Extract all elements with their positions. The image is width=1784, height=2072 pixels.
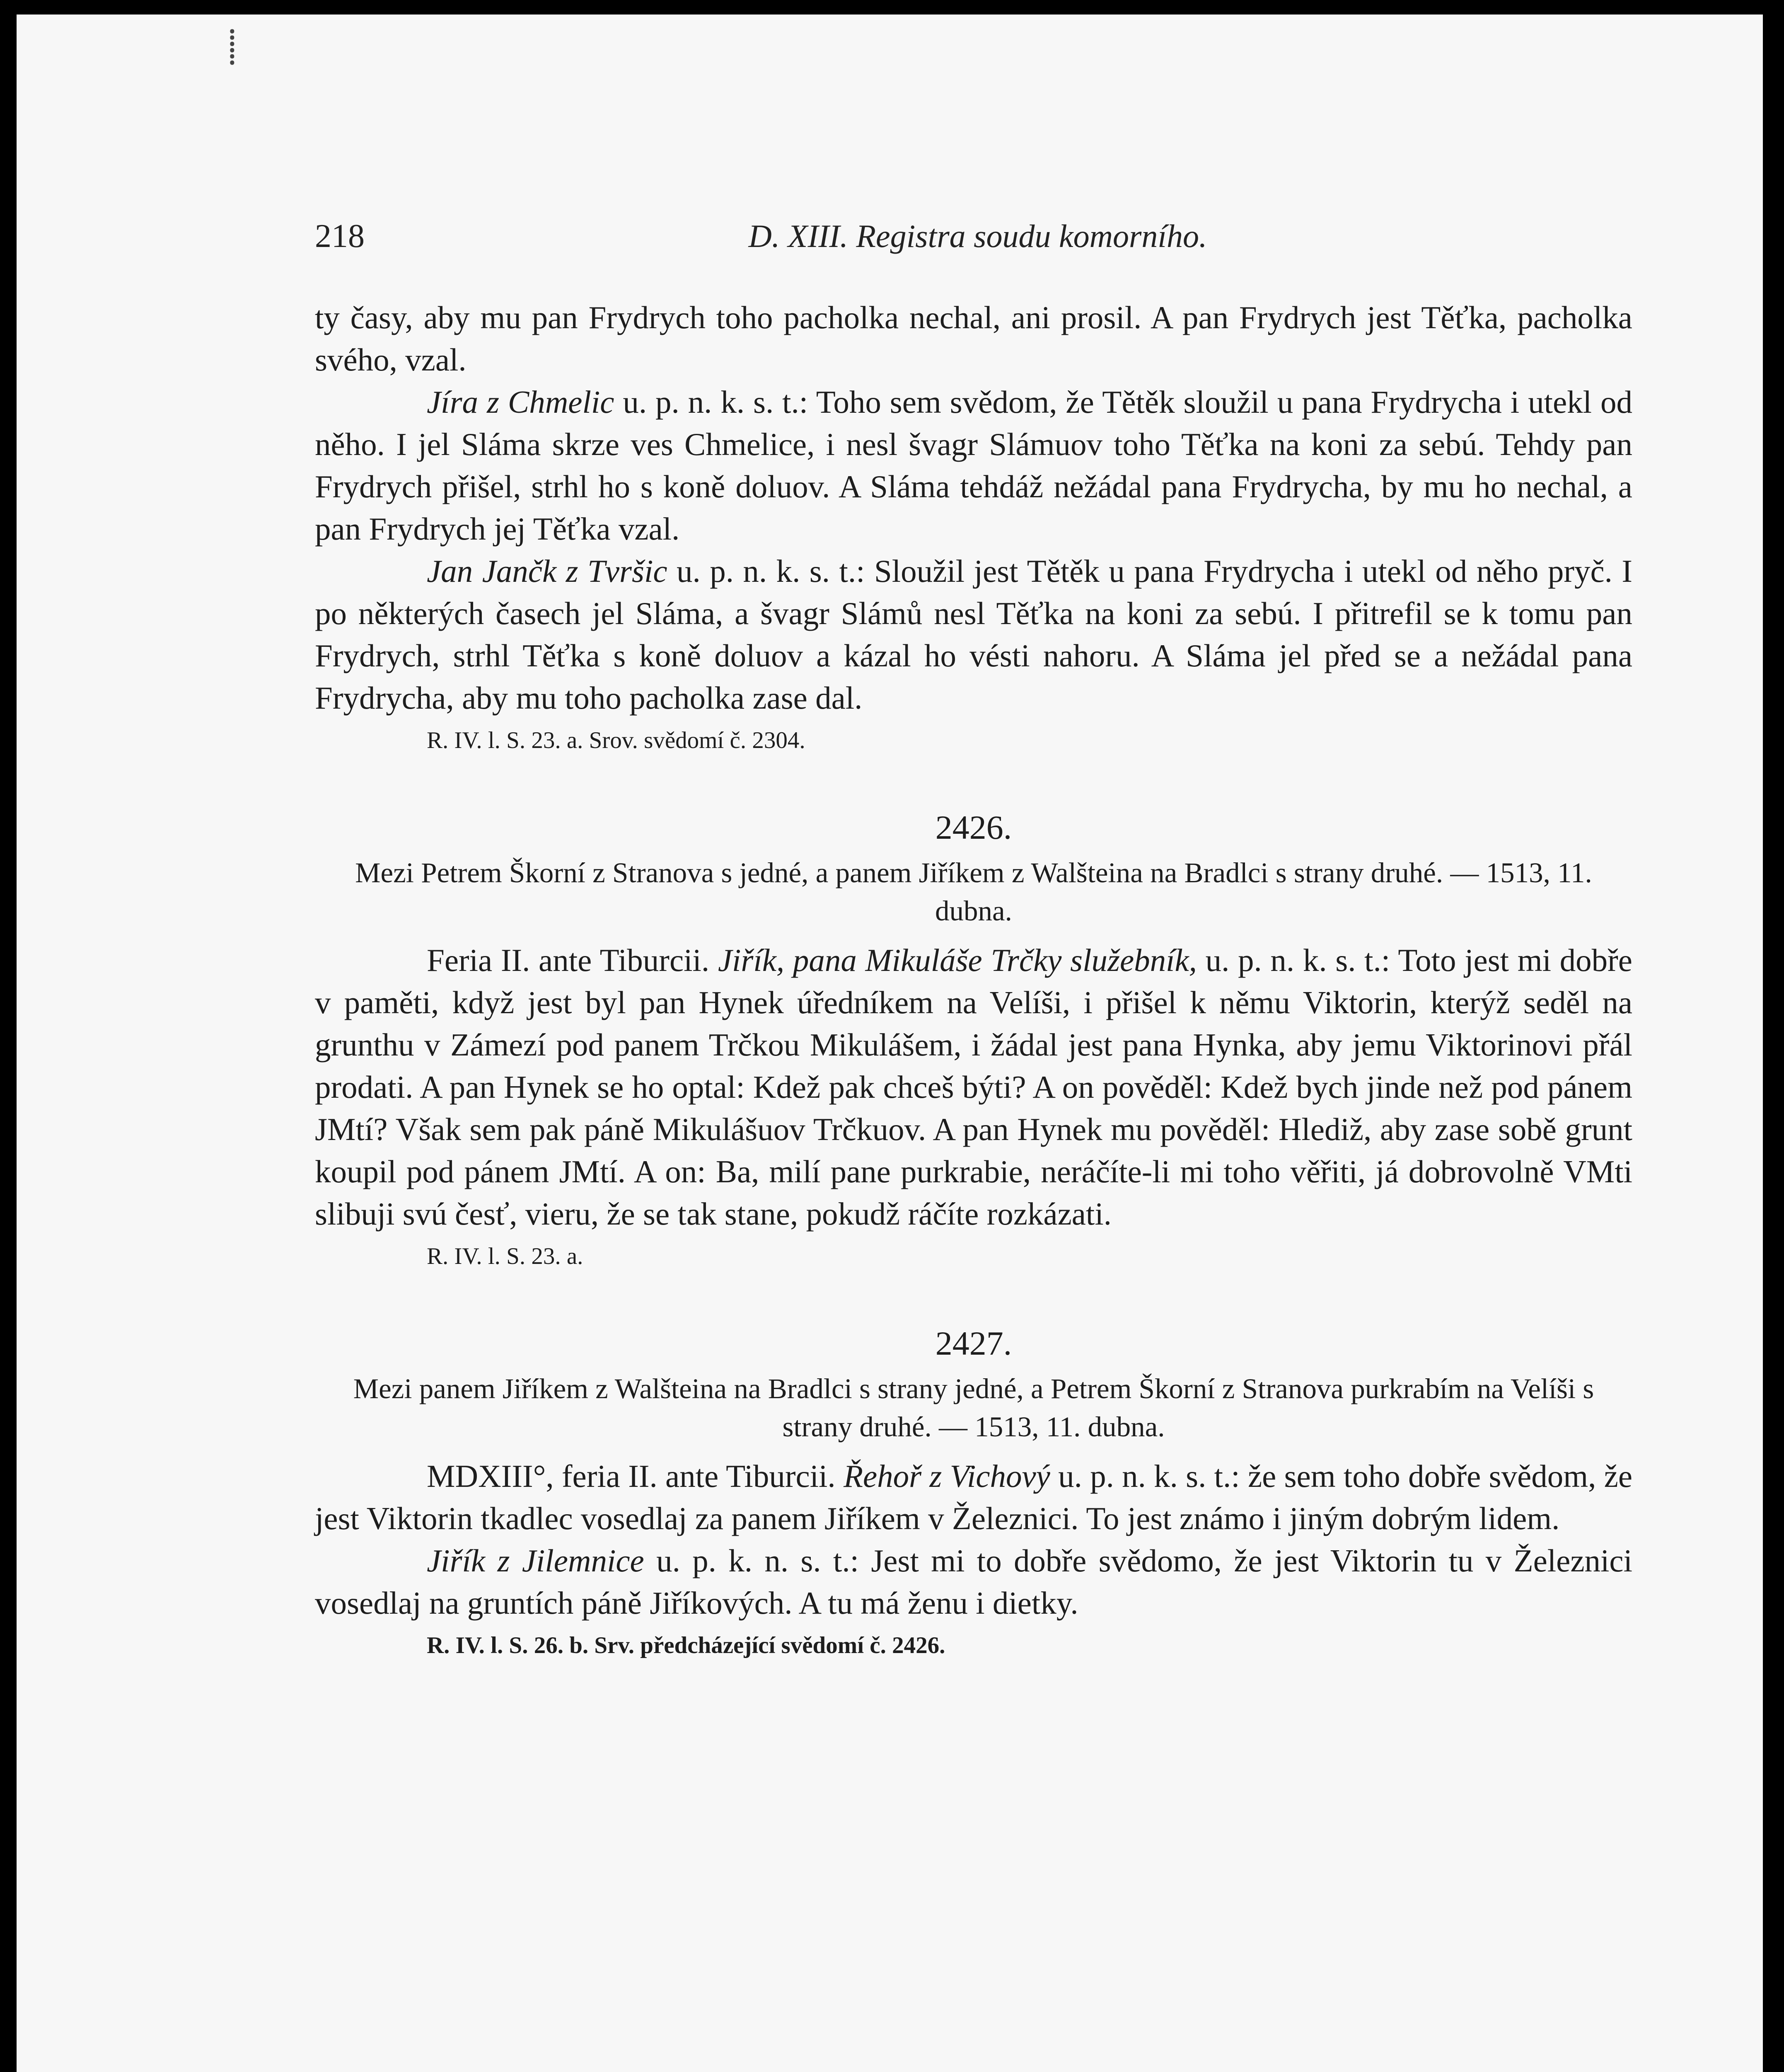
- book-page: [17, 15, 1763, 2072]
- witness-name: Jan Jančk z Tvršic: [427, 553, 667, 589]
- entry-summary-2426: Mezi Petrem Škorní z Stranova s jedné, a panem Jiříkem z Walšteina na Bradlci s strany druhé. — 1513, 11. dubna.: [355, 857, 1592, 927]
- entry-2427-paragraph-2: [315, 1539, 1632, 1624]
- witness-testimony: u. p. k. n. s. t.: Jest mi to dobře svědomo, že jest Viktorin tu v Železnici vosedlaj na gruntích páně Jiříkových. A tu má ženu i dietky.: [315, 1543, 1632, 1621]
- page-header: [315, 218, 1641, 267]
- witness-name: Jiřík z Jilemnice: [427, 1543, 644, 1578]
- page-number: 218: [315, 218, 365, 254]
- witness-name: Jiřík, pana Mikuláše Trčky služebník,: [718, 942, 1197, 978]
- source-reference: R. IV. l. S. 23. a.: [427, 1243, 583, 1269]
- entry-2427-paragraph-1: [315, 1455, 1632, 1539]
- entry-number-2426: 2426.: [935, 808, 1012, 846]
- witness-testimony: u. p. n. k. s. t.: Toto jest mi dobře v paměti, když jest byl pan Hynek úředníkem na Velíši, i přišel k němu Viktorin, kterýž seděl na grunthu v Zámezí pod panem Trčkou Mikulášem, i žádal jest pana Hynka, aby jemu Viktorinovi přál prodati. A pan Hynek se ho optal: Kdež pak chceš býti? A on pověděl: Kdež bych jinde než pod pánem JMtí? Však sem pak páně Mikulášuov Trčkuov. A pan Hynek mu pověděl: Hlediž, aby zase sobě grunt koupil pod pánem JMtí. A on: Ba, milí pane purkrabie, neráčíte-li mi toho věřiti, já dobrovolně VMti slibuji svú česť, vieru, že se tak stane, pokudž ráčíte rozkázati.: [315, 942, 1632, 1232]
- entry-number-2427: 2427.: [935, 1324, 1012, 1362]
- continuation-paragraph-3: [315, 550, 1632, 719]
- source-reference: R. IV. l. S. 23. a. Srov. svědomí č. 2304.: [427, 727, 805, 753]
- witness-name: Jíra z Chmelic: [427, 384, 614, 420]
- entry-2426-paragraph: [315, 939, 1632, 1235]
- continuation-paragraph-1: ty časy, aby mu pan Frydrych toho pacholka nechal, ani prosil. A pan Frydrych jest Těťka, pacholka svého, vzal.: [315, 300, 1632, 378]
- witness-testimony: u. p. n. k. s. t.: Sloužil jest Tětěk u pana Frydrycha i utekl od něho pryč. I po některých časech jel Sláma, a švagr Slámů nesl Těťka na koni za sebú. I přitrefil se k tomu pan Frydrych, strhl Těťka s koně doluov a kázal ho vésti nahoru. A Sláma jel před se a nežádal pana Frydrycha, aby mu toho pacholka zase dal.: [315, 553, 1632, 716]
- witness-name: Řehoř z Vichový: [843, 1458, 1050, 1494]
- date-lead: Feria II. ante Tiburcii.: [427, 942, 718, 978]
- witness-testimony: u. p. n. k. s. t.: že sem toho dobře svědom, že jest Viktorin tkadlec vosedlaj za panem Jiříkem v Železnici. To jest známo i jiným dobrým lidem.: [315, 1458, 1632, 1536]
- entry-summary-2427: Mezi panem Jiříkem z Walšteina na Bradlci s strany jedné, a Petrem Škorní z Stranova purkrabím na Velíši s strany druhé. — 1513, 11. dubna.: [353, 1373, 1594, 1443]
- running-title: D. XIII. Registra soudu komorního.: [748, 218, 1207, 254]
- page-body: [315, 296, 1632, 1662]
- witness-testimony: u. p. n. k. s. t.: Toho sem svědom, že Tětěk sloužil u pana Frydrycha i utekl od něho. I jel Sláma skrze ves Chmelice, i nesl švagr Slámuov toho Těťka na koni za sebú. Tehdy pan Frydrych přišel, strhl ho s koně doluov. A Sláma tehdáž nežádal pana Frydrycha, by mu ho nechal, a pan Frydrych jej Těťka vzal.: [315, 384, 1632, 547]
- date-lead: MDXIII°, feria II. ante Tiburcii.: [427, 1458, 844, 1494]
- continuation-paragraph-2: [315, 381, 1632, 550]
- margin-mark: ⸽: [228, 27, 237, 66]
- source-reference: R. IV. l. S. 26. b. Srv. předcházející svědomí č. 2426.: [427, 1632, 945, 1658]
